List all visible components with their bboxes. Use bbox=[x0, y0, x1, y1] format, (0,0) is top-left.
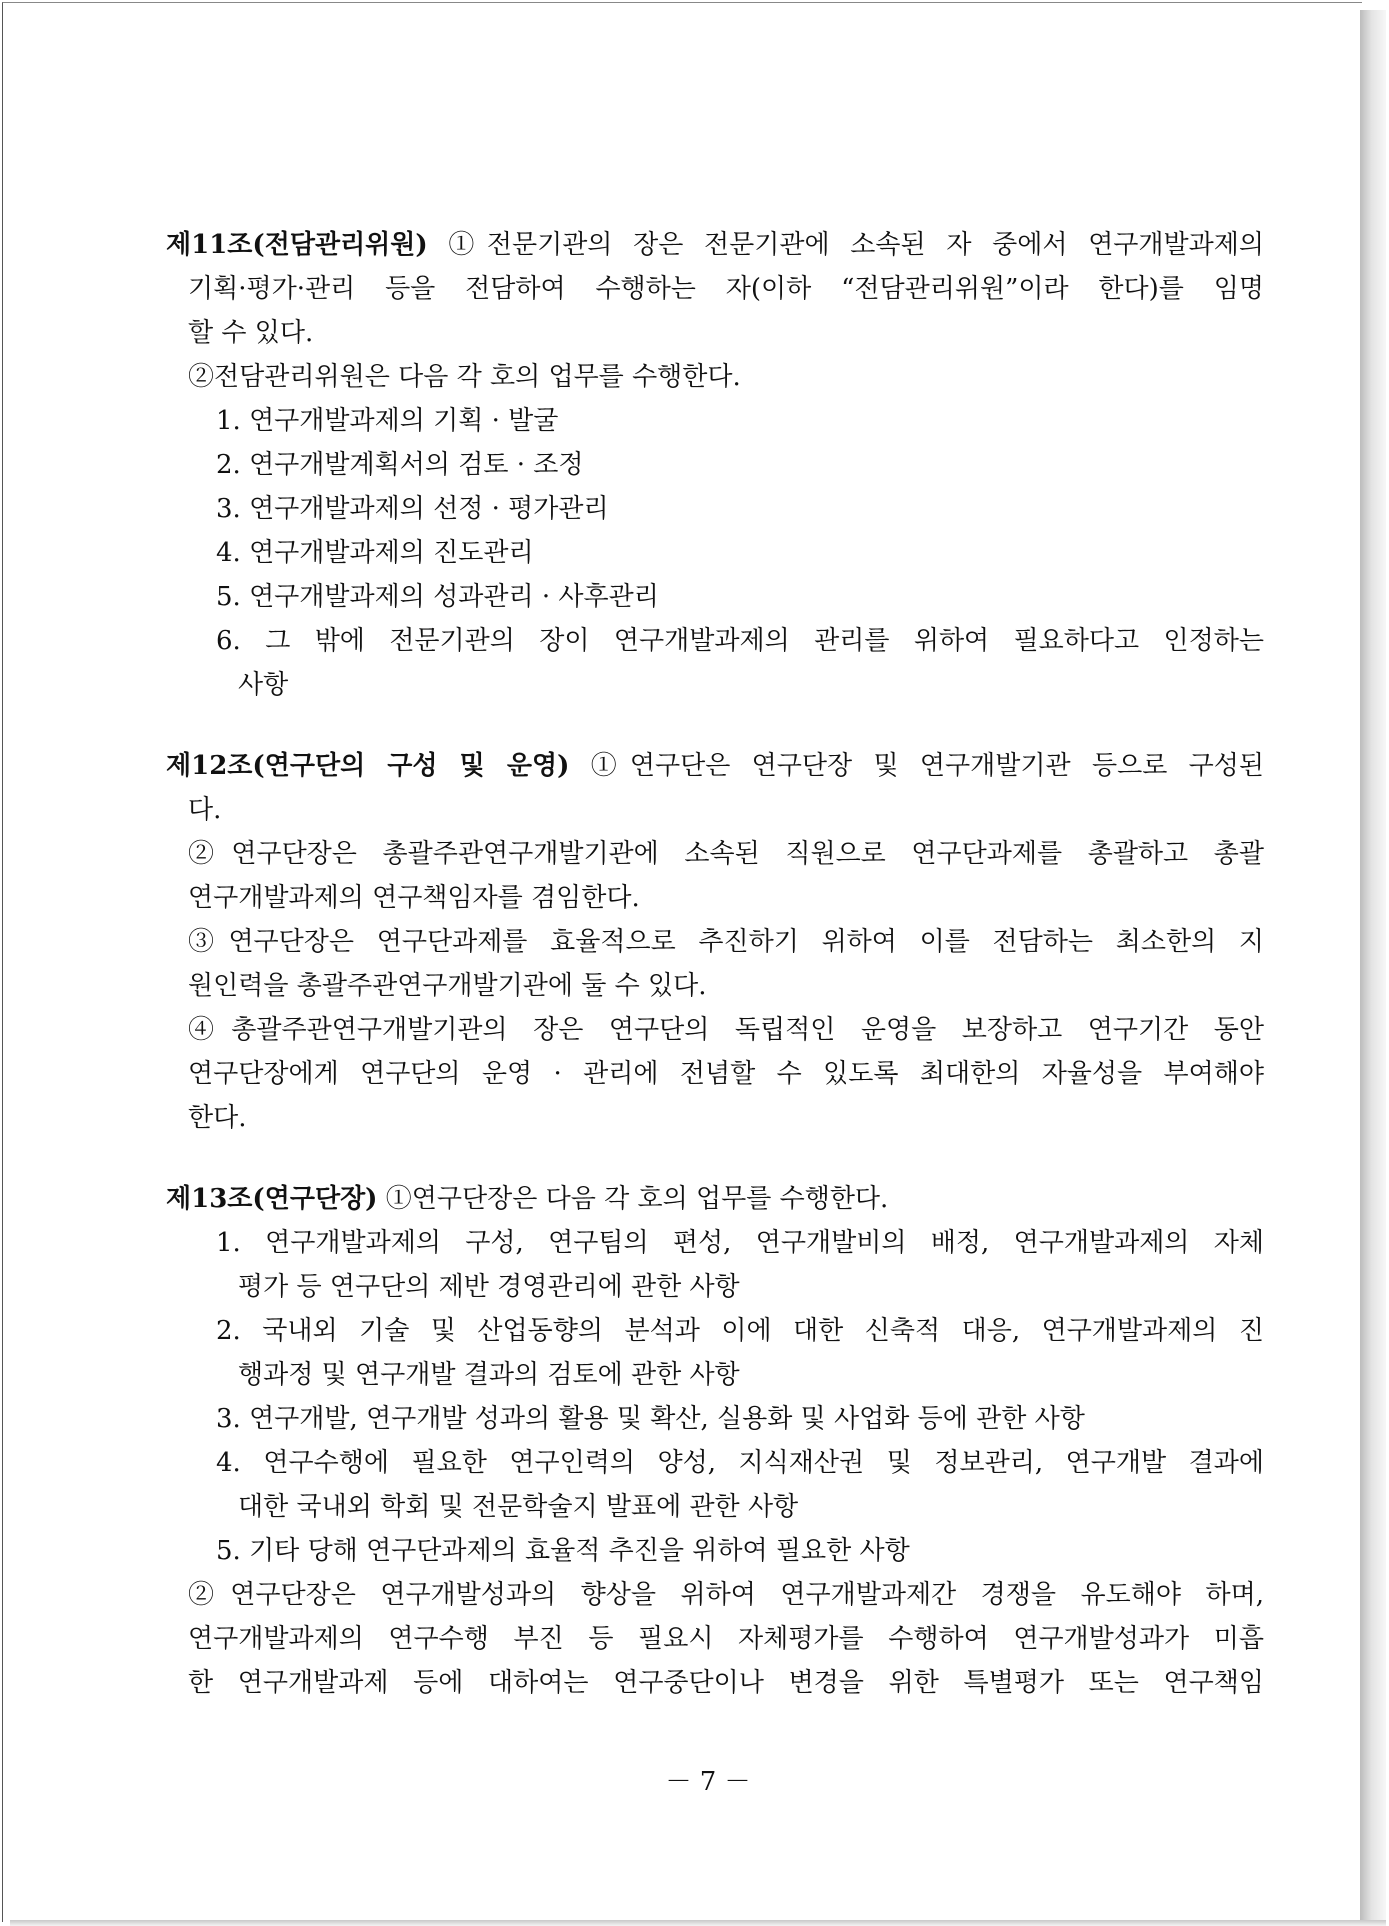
article-13-item-4-line-1: 4. 연구수행에 필요한 연구인력의 양성, 지식재산권 및 정보관리, 연구개발 결과에 bbox=[216, 1448, 1264, 1478]
article-13-item-3: 3. 연구개발, 연구개발 성과의 활용 및 확산, 실용화 및 사업화 등에 관한 사항 bbox=[216, 1404, 1085, 1434]
article-13-para-2-line-1: ②연구단장은 연구개발성과의 향상을 위하여 연구개발과제간 경쟁을 유도해야 하며, bbox=[188, 1580, 1264, 1610]
article-13-heading: 제13조(연구단장) bbox=[166, 1184, 378, 1214]
article-11-line-3: 할 수 있다. bbox=[188, 318, 314, 348]
article-12-para-2-line-2: 연구개발과제의 연구책임자를 겸임한다. bbox=[188, 883, 640, 913]
page-shadow-bottom bbox=[10, 1920, 1386, 1926]
article-11-item-6: 6. 그 밖에 전문기관의 장이 연구개발과제의 관리를 위하여 필요하다고 인정하는 bbox=[216, 626, 1264, 656]
article-13-item-5: 5. 기타 당해 연구단과제의 효율적 추진을 위하여 필요한 사항 bbox=[216, 1536, 910, 1566]
article-11-line-1: 제11조(전담관리위원) ①전문기관의 장은 전문기관에 소속된 자 중에서 연구개발과제의 bbox=[166, 230, 1265, 260]
article-13-line-1: 제13조(연구단장) ①연구단장은 다음 각 호의 업무를 수행한다. bbox=[166, 1184, 889, 1214]
article-12-para-4-line-1: ④총괄주관연구개발기관의 장은 연구단의 독립적인 운영을 보장하고 연구기간 동안 bbox=[188, 1015, 1264, 1045]
article-13-item-1-line-2: 평가 등 연구단의 제반 경영관리에 관한 사항 bbox=[238, 1272, 740, 1302]
article-12-para-3-line-1: ③연구단장은 연구단과제를 효율적으로 추진하기 위하여 이를 전담하는 최소한의 지 bbox=[188, 927, 1264, 957]
article-12-heading: 제12조(연구단의 구성 및 운영) bbox=[166, 751, 570, 781]
article-13-para-2-line-3: 한 연구개발과제 등에 대하여는 연구중단이나 변경을 위한 특별평가 또는 연구책임 bbox=[188, 1668, 1264, 1698]
article-13-item-4-line-2: 대한 국내외 학회 및 전문학술지 발표에 관한 사항 bbox=[238, 1492, 799, 1522]
page-shadow-right bbox=[1360, 10, 1386, 1926]
article-12-para-3-line-2: 원인력을 총괄주관연구개발기관에 둘 수 있다. bbox=[188, 971, 707, 1001]
article-12-para-2-line-1: ②연구단장은 총괄주관연구개발기관에 소속된 직원으로 연구단과제를 총괄하고 총괄 bbox=[188, 839, 1264, 869]
article-11-para-2: ②전담관리위원은 다음 각 호의 업무를 수행한다. bbox=[188, 362, 741, 392]
article-12-para-4-line-2: 연구단장에게 연구단의 운영 · 관리에 전념할 수 있도록 최대한의 자율성을 부여해야 bbox=[188, 1059, 1264, 1089]
article-13-item-2-line-1: 2. 국내외 기술 및 산업동향의 분석과 이에 대한 신축적 대응, 연구개발과제의 진 bbox=[216, 1316, 1264, 1346]
article-11-item-1: 1. 연구개발과제의 기획 · 발굴 bbox=[216, 406, 559, 436]
article-11-item-3: 3. 연구개발과제의 선정 · 평가관리 bbox=[216, 494, 609, 524]
article-11-item-6-cont: 사항 bbox=[238, 670, 289, 700]
article-11-item-2: 2. 연구개발계획서의 검토 · 조정 bbox=[216, 450, 584, 480]
article-12-para-4-line-3: 한다. bbox=[188, 1103, 247, 1133]
article-13-para-2-line-2: 연구개발과제의 연구수행 부진 등 필요시 자체평가를 수행하여 연구개발성과가 미흡 bbox=[188, 1624, 1264, 1654]
article-13-item-2-line-2: 행과정 및 연구개발 결과의 검토에 관한 사항 bbox=[238, 1360, 740, 1390]
article-12-line-2: 다. bbox=[188, 795, 222, 825]
article-13-item-1-line-1: 1. 연구개발과제의 구성, 연구팀의 편성, 연구개발비의 배정, 연구개발과제의 자체 bbox=[216, 1228, 1264, 1258]
article-11-item-5: 5. 연구개발과제의 성과관리 · 사후관리 bbox=[216, 582, 659, 612]
document-page bbox=[2, 2, 1362, 1922]
article-11-item-4: 4. 연구개발과제의 진도관리 bbox=[216, 538, 534, 568]
article-11-heading: 제11조(전담관리위원) bbox=[166, 230, 428, 260]
article-11-line-2: 기획·평가·관리 등을 전담하여 수행하는 자(이하 “전담관리위원”이라 한다)를 임명 bbox=[188, 274, 1264, 304]
article-12-line-1: 제12조(연구단의 구성 및 운영) ①연구단은 연구단장 및 연구개발기관 등으로 구성된 bbox=[166, 751, 1265, 781]
page-number: － 7 － bbox=[665, 1767, 751, 1797]
